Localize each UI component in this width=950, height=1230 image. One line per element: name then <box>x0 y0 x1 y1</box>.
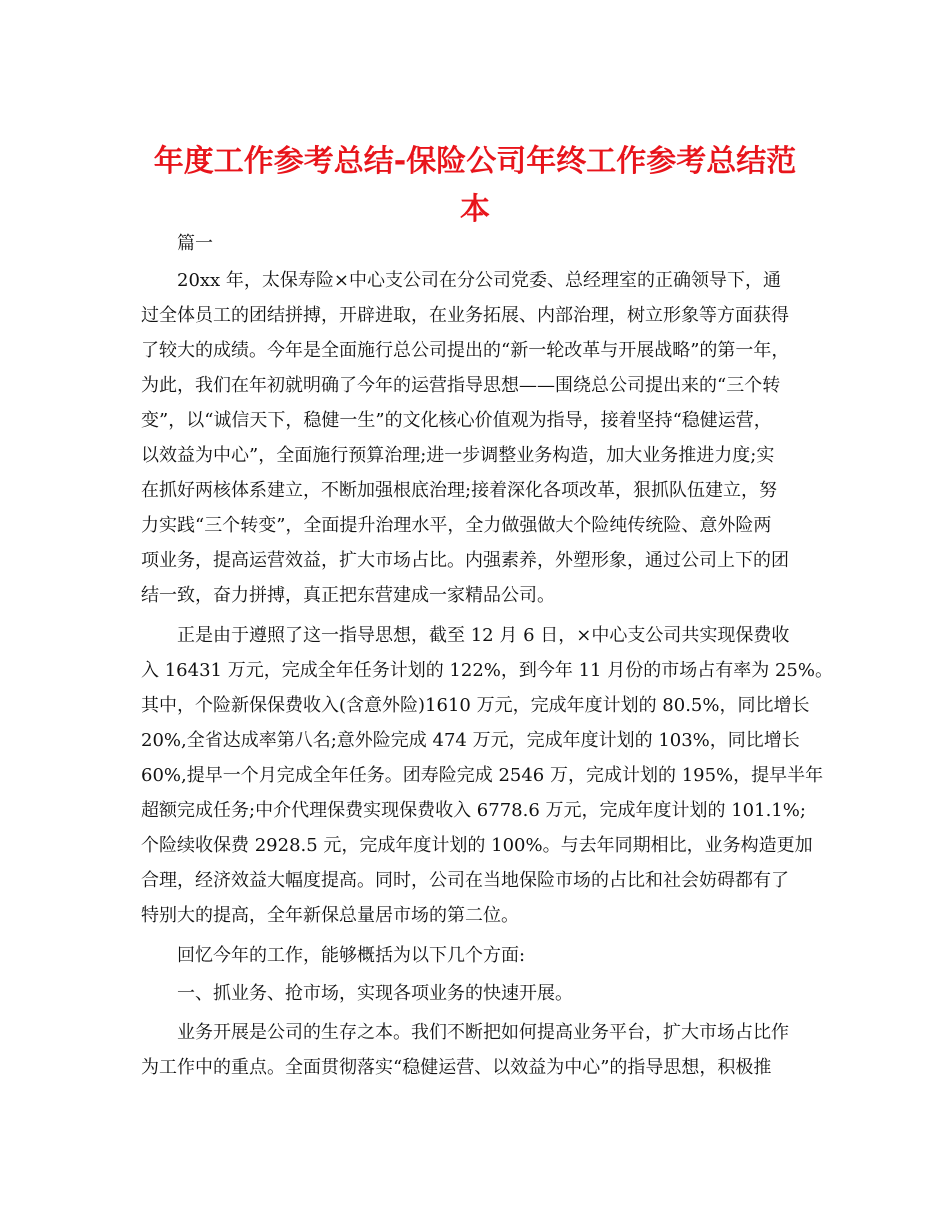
paragraph-line: 超额完成任务;中介代理保费实现保费收入 6778.6 万元，完成年度计划的 101.1%; <box>141 800 806 821</box>
paragraph-line: 过全体员工的团结拼搏，开辟进取，在业务拓展、内部治理，树立形象等方面获得 <box>141 305 789 326</box>
paragraph-line: 个险续收保费 2928.5 元，完成年度计划的 100%。与去年同期相比，业务构造更加 <box>141 835 813 856</box>
paragraph-line: 以效益为中心”，全面施行预算治理;进一步调整业务构造，加大业务推进力度;实 <box>141 445 775 466</box>
paragraph-line: 力实践“三个转变”，全面提升治理水平，全力做强做大个险纯传统险、意外险两 <box>141 515 772 536</box>
paragraph-line: 变”，以“诚信天下，稳健一生”的文化核心价值观为指导，接着坚持“稳健运营， <box>141 410 772 431</box>
paragraph-line: 入 16431 万元，完成全年任务计划的 122%，到今年 11 月份的市场占有率为 25%。 <box>141 660 833 681</box>
paragraph-line: 其中，个险新保保费收入(含意外险)1610 万元，完成年度计划的 80.5%，同比增长 <box>141 695 810 716</box>
document-title-line-1: 年度工作参考总结-保险公司年终工作参考总结范 <box>153 144 797 179</box>
paragraph-line: 合理，经济效益大幅度提高。同时，公司在当地保险市场的占比和社会妨碍都有了 <box>141 870 789 891</box>
paragraph-line: 业务开展是公司的生存之本。我们不断把如何提高业务平台，扩大市场占比作 <box>177 1022 789 1043</box>
paragraph-line: 20%,全省达成率第八名;意外险完成 474 万元，完成年度计划的 103%，同比增长 <box>141 730 800 751</box>
section-subheading: 一、抓业务、抢市场，实现各项业务的快速开展。 <box>177 983 573 1004</box>
paragraph-line: 项业务，提高运营效益，扩大市场占比。内强素养，外塑形象，通过公司上下的团 <box>141 550 789 571</box>
paragraph-line: 特别大的提高，全年新保总量居市场的第二位。 <box>141 905 519 926</box>
paragraph-line: 为工作中的重点。全面贯彻落实“稳健运营、以效益为中心”的指导思想，积极推 <box>141 1057 772 1078</box>
paragraph-line: 正是由于遵照了这一指导思想，截至 12 月 6 日，×中心支公司共实现保费收 <box>177 625 790 646</box>
paragraph-line: 在抓好两核体系建立，不断加强根底治理;接着深化各项改革，狠抓队伍建立，努 <box>141 480 778 501</box>
paragraph-line: 了较大的成绩。今年是全面施行总公司提出的“新一轮改革与开展战略”的第一年， <box>141 340 790 361</box>
paragraph-line: 回忆今年的工作，能够概括为以下几个方面: <box>177 945 526 966</box>
paragraph-line: 结一致，奋力拼搏，真正把东营建成一家精品公司。 <box>141 585 555 606</box>
section-heading: 篇一 <box>177 233 213 254</box>
paragraph-line: 60%,提早一个月完成全年任务。团寿险完成 2546 万，完成计划的 195%，提早半年 <box>141 765 824 786</box>
document-title-line-2: 本 <box>460 192 490 227</box>
paragraph-line: 为此，我们在年初就明确了今年的运营指导思想——围绕总公司提出来的“三个转 <box>141 375 781 396</box>
paragraph-line: 20xx 年，太保寿险×中心支公司在分公司党委、总经理室的正确领导下，通 <box>177 270 782 291</box>
